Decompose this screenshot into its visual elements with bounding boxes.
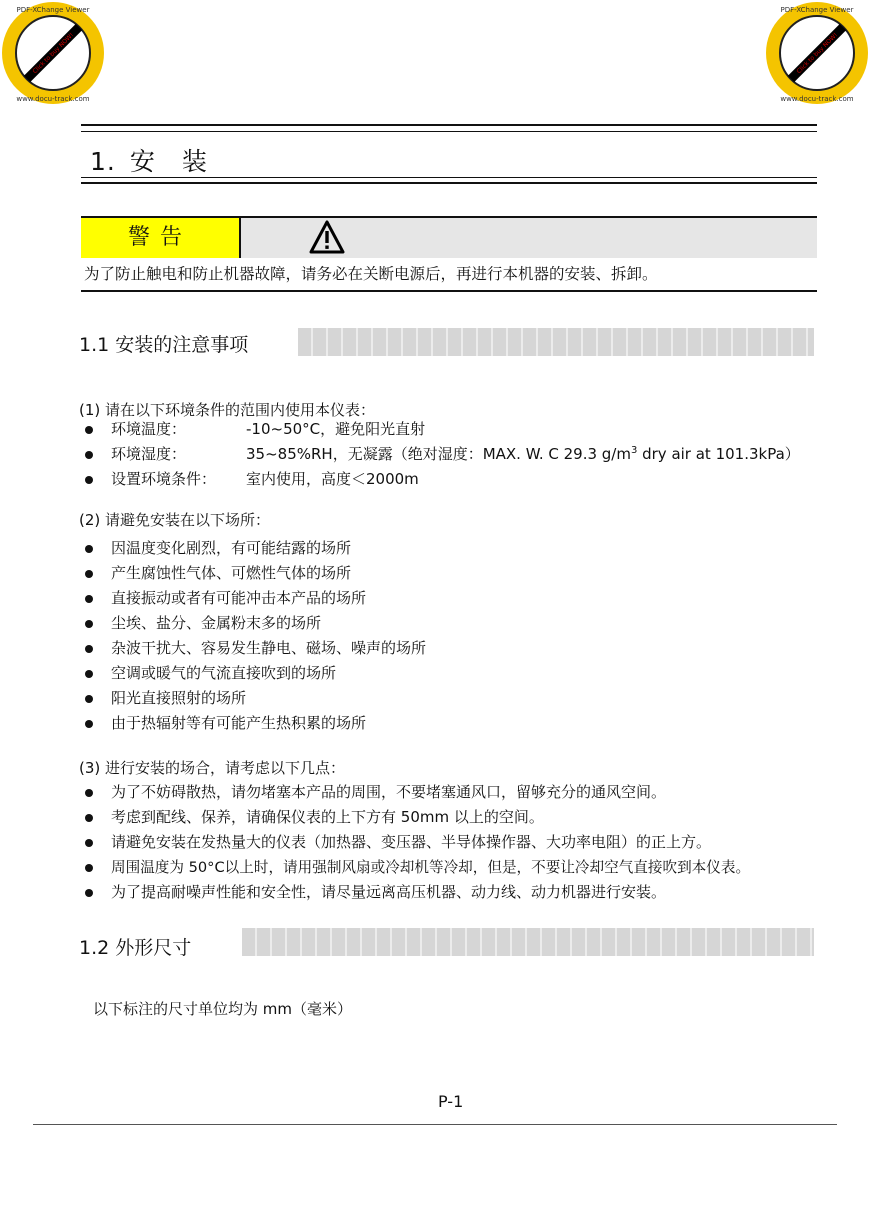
chapter-title-part1: 安 xyxy=(129,147,156,176)
section-1-1-bar xyxy=(298,328,814,356)
superscript: 3 xyxy=(630,445,638,456)
badge-text-bottom: www.docu-track.com xyxy=(780,95,854,103)
list-item: 空调或暖气的气流直接吹到的场所 xyxy=(111,664,337,682)
bullet xyxy=(85,595,93,603)
pdf-xchange-badge-left[interactable] xyxy=(0,0,106,106)
group3-heading: (3) 进行安装的场合，请考虑以下几点： xyxy=(79,759,346,777)
list-item: 考虑到配线、保养，请确保仪表的上下方有 50mm 以上的空间。 xyxy=(111,808,544,826)
warning-rule xyxy=(81,290,817,292)
bullet xyxy=(85,545,93,553)
group2-heading: (2) 请避免安装在以下场所： xyxy=(79,511,271,529)
bullet xyxy=(85,789,93,797)
bullet xyxy=(85,620,93,628)
dimension-note: 以下标注的尺寸单位均为 mm（毫米） xyxy=(93,1000,352,1018)
badge-text-top: PDF-XChange Viewer xyxy=(16,6,90,14)
group1-heading: (1) 请在以下环境条件的范围内使用本仪表： xyxy=(79,401,376,419)
bullet xyxy=(85,814,93,822)
section-1-1-title: 1.1 安装的注意事项 xyxy=(79,334,249,356)
badge-text-bottom: www.docu-track.com xyxy=(16,95,90,103)
chapter-rule-top-thick xyxy=(81,124,817,126)
chapter-rule-bottom-thin xyxy=(81,177,817,178)
section-1-2-bar xyxy=(242,928,814,956)
chapter-title-part2: 装 xyxy=(181,147,208,176)
list-item: 由于热辐射等有可能产生热积累的场所 xyxy=(111,714,367,732)
list-item: 请避免安装在发热量大的仪表（加热器、变压器、半导体操作器、大功率电阻）的正上方。 xyxy=(111,833,712,851)
env-item-key: 环境湿度： xyxy=(111,445,187,463)
warning-box xyxy=(81,216,817,258)
warning-label: 警告 xyxy=(81,218,241,258)
bullet xyxy=(85,695,93,703)
warning-triangle-icon xyxy=(309,220,345,254)
env-item-key: 设置环境条件： xyxy=(111,470,217,488)
warning-text: 为了防止触电和防止机器故障，请务必在关断电源后，再进行本机器的安装、拆卸。 xyxy=(84,265,658,283)
env-item-value: 室内使用，高度＜2000m xyxy=(246,470,419,488)
list-item: 尘埃、盐分、金属粉末多的场所 xyxy=(111,614,322,632)
list-item: 阳光直接照射的场所 xyxy=(111,689,247,707)
bullet xyxy=(85,426,93,434)
env-item-value xyxy=(246,443,800,464)
section-1-2-title: 1.2 外形尺寸 xyxy=(79,937,192,959)
humidity-tail: dry air at 101.3kPa） xyxy=(637,445,800,463)
chapter-title xyxy=(90,142,208,178)
list-item: 产生腐蚀性气体、可燃性气体的场所 xyxy=(111,564,352,582)
bullet xyxy=(85,451,93,459)
list-item: 直接振动或者有可能冲击本产品的场所 xyxy=(111,589,367,607)
badge-text-middle: Click to buy NOW! xyxy=(795,31,840,76)
chapter-number: 1. xyxy=(90,147,116,176)
bullet xyxy=(85,645,93,653)
env-item-key: 环境温度： xyxy=(111,420,187,438)
list-item: 为了提高耐噪声性能和安全性，请尽量远离高压机器、动力线、动力机器进行安装。 xyxy=(111,883,667,901)
list-item: 杂波干扰大、容易发生静电、磁场、噪声的场所 xyxy=(111,639,427,657)
badge-text-top: PDF-XChange Viewer xyxy=(780,6,854,14)
badge-text-middle: Click to buy NOW! xyxy=(31,31,76,76)
bullet xyxy=(85,720,93,728)
chapter-rule-bottom-thick xyxy=(81,182,817,184)
env-item-value: -10~50°C，避免阳光直射 xyxy=(246,420,426,438)
list-item: 周围温度为 50°C以上时，请用强制风扇或冷却机等冷却，但是，不要让冷却空气直接吹到本仪表。 xyxy=(111,859,751,876)
bullet xyxy=(85,670,93,678)
list-item: 为了不妨碍散热，请勿堵塞本产品的周围，不要堵塞通风口，留够充分的通风空间。 xyxy=(111,783,667,801)
bullet xyxy=(85,864,93,872)
bullet xyxy=(85,839,93,847)
bullet xyxy=(85,889,93,897)
humidity-value: 35~85%RH，无凝露（绝对湿度：MAX. W. C 29.3 g/m xyxy=(246,445,631,463)
bullet xyxy=(85,570,93,578)
bullet xyxy=(85,476,93,484)
list-item: 因温度变化剧烈，有可能结露的场所 xyxy=(111,539,352,557)
chapter-rule-top-thin xyxy=(81,131,817,132)
footer-rule xyxy=(33,1124,837,1125)
pdf-xchange-badge-right[interactable] xyxy=(764,0,870,106)
page-number: P-1 xyxy=(438,1092,464,1111)
